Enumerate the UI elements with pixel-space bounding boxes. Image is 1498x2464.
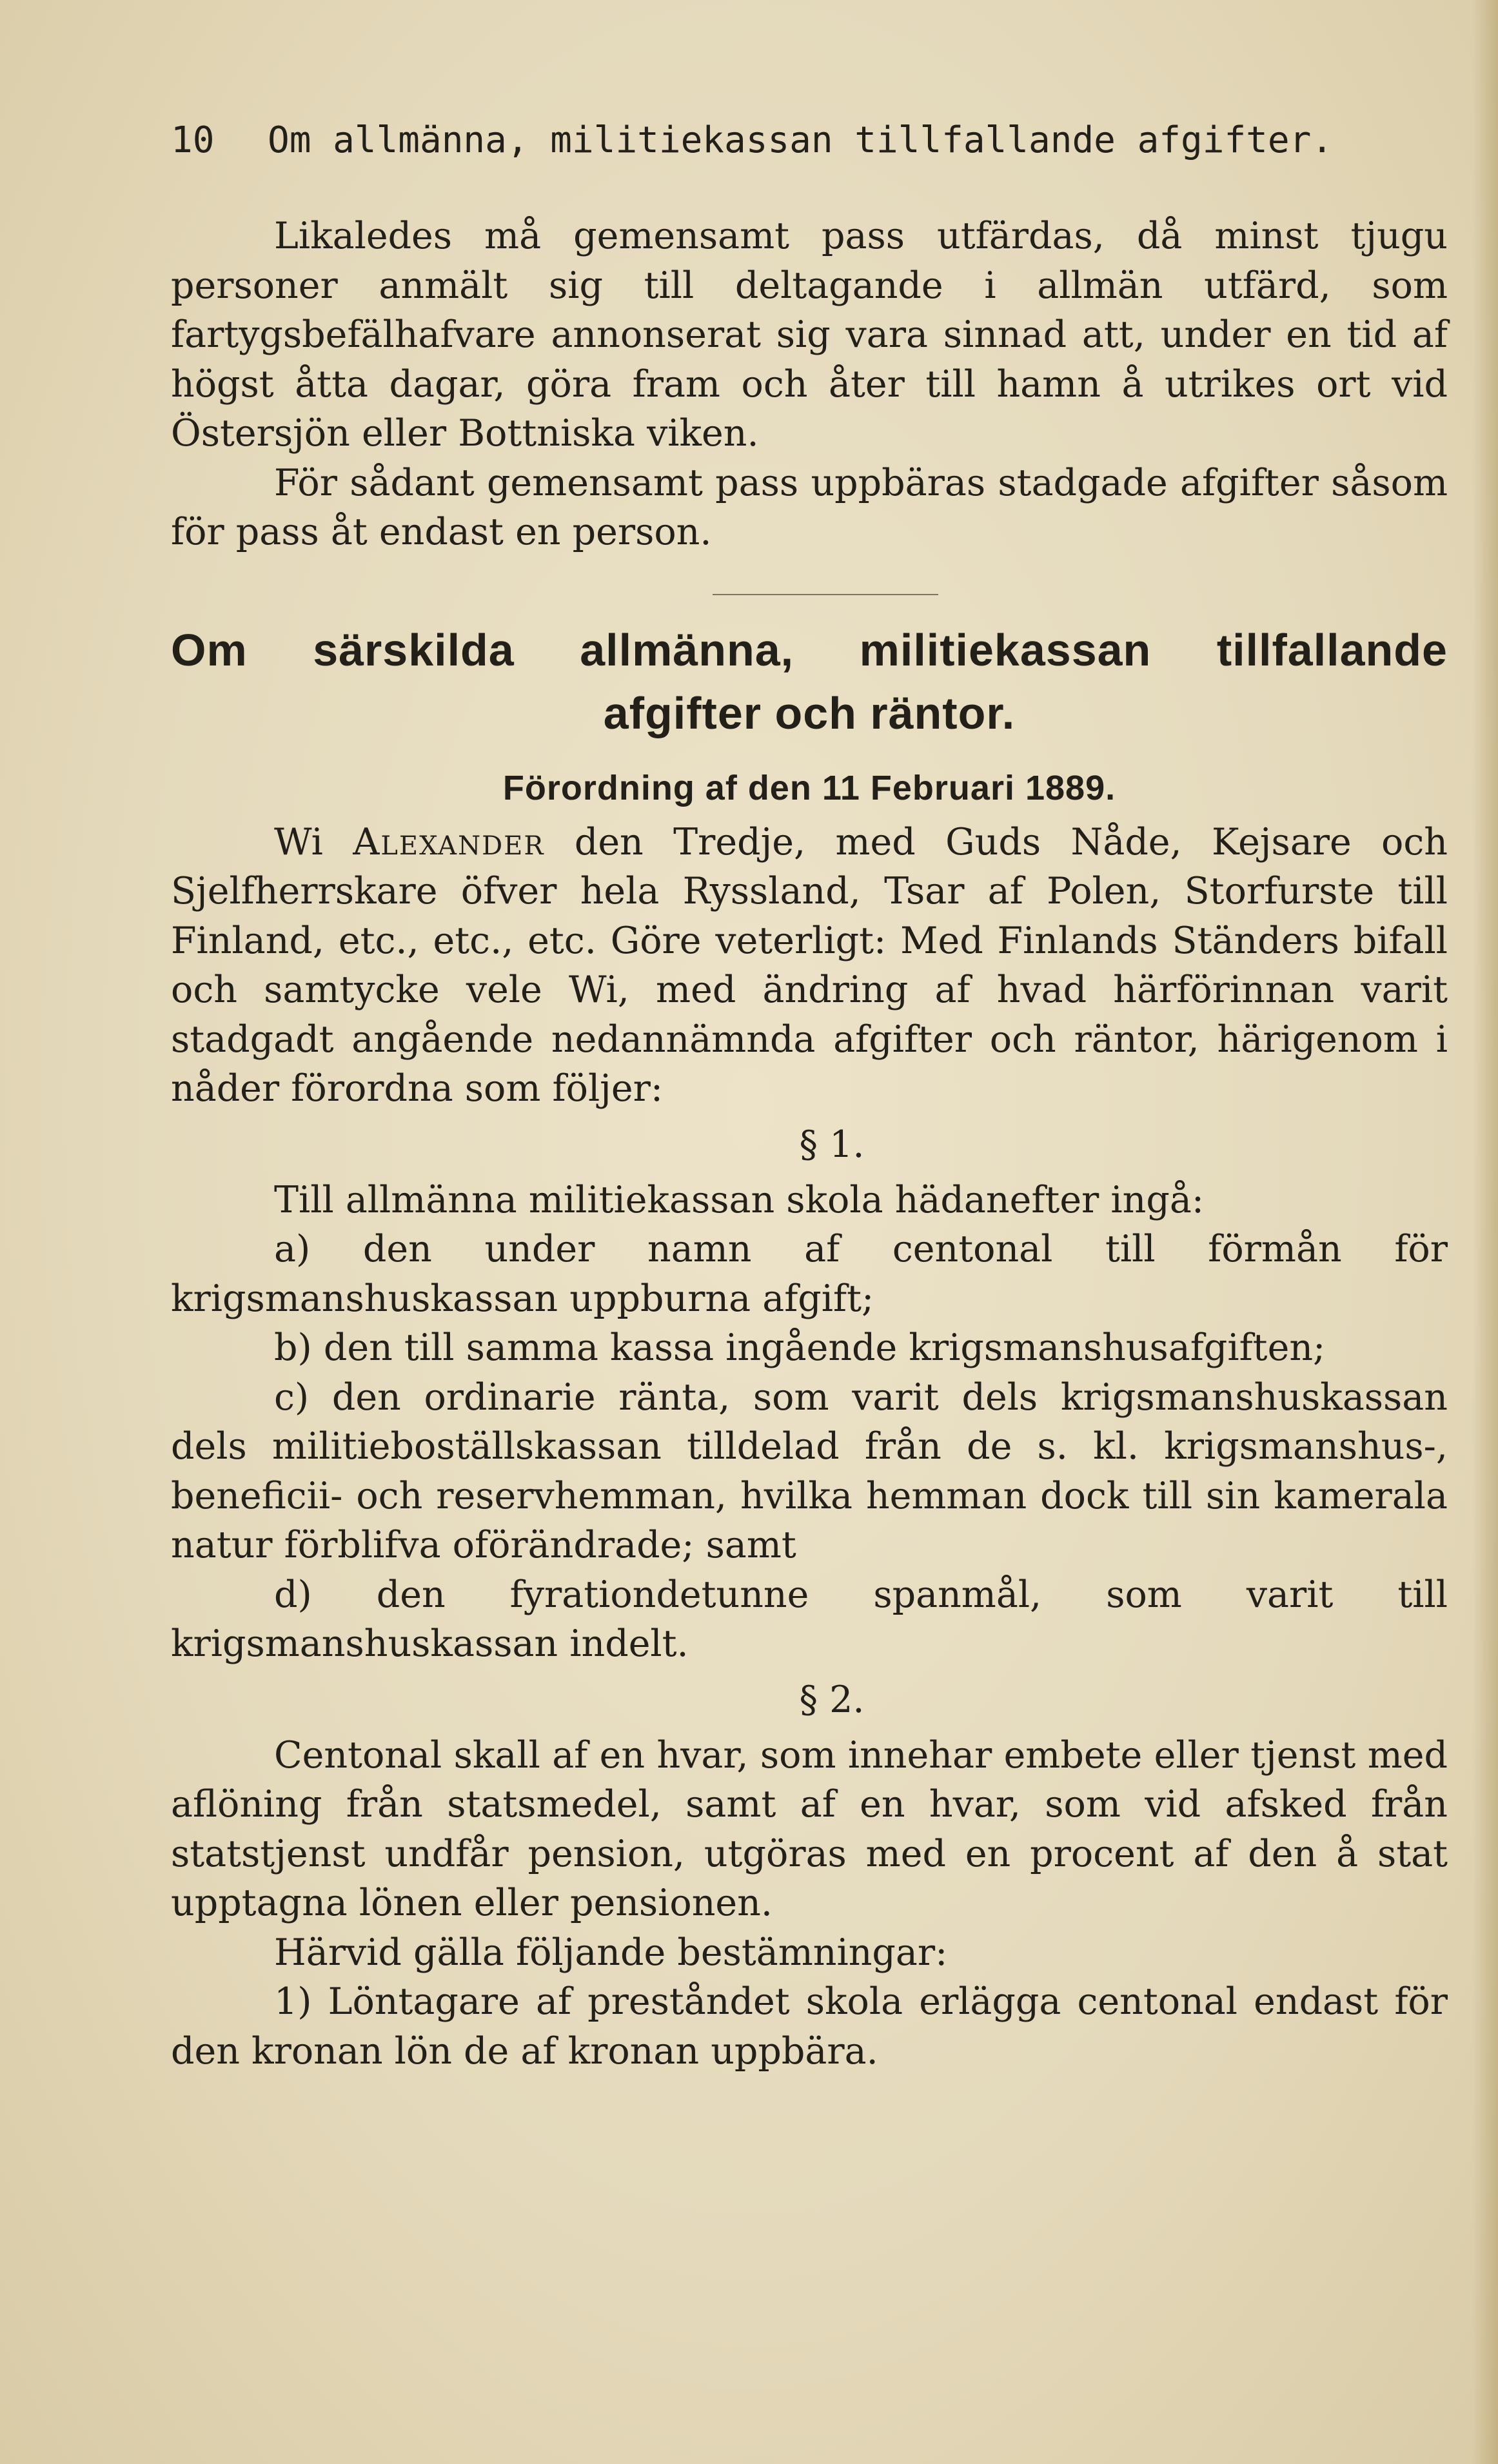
page-edge-shadow <box>1472 0 1498 2464</box>
preamble-text: den Tredje, med Guds Nåde, Kejsare och Sjelfherrskare öfver hela Ryssland, Tsar af Polen, Storfurste till Finland, etc., etc., etc. Göre veterligt: Med Finlands Ständers bifall och samtycke vele Wi, med ändring af hvad härförinnan varit stadgadt angående nedannämnda afgifter och räntor, härigenom i nåder förordna som följer: <box>171 820 1448 1110</box>
running-head <box>171 110 1448 172</box>
preamble-sovereign-name: Alexander <box>353 820 545 863</box>
running-title: Om allmänna, militiekassan tillfallande afgifter. <box>268 119 1334 161</box>
section-2-mark: § 2. <box>799 1678 865 1721</box>
preamble-wi: Wi <box>274 820 323 863</box>
section-1-mark: § 1. <box>799 1123 865 1166</box>
section-heading-line-1: Om särskilda allmänna, militiekassan tillfallande <box>171 624 1448 675</box>
text-block <box>171 110 1448 2076</box>
preamble-paragraph <box>171 818 1448 1114</box>
section-divider <box>713 594 938 595</box>
section-1-item-d: d) den fyrationdetunne spanmål, som varit till krigsmanshuskassan indelt. <box>171 1573 1448 1665</box>
section-1-intro: Till allmänna militiekassan skola hädanefter ingå: <box>274 1178 1205 1221</box>
section-2-item-1: 1) Löntagare af preståndet skola erlägga centonal endast för den kronan lön de af kronan uppbära. <box>171 1980 1448 2073</box>
page-number: 10 <box>171 119 215 161</box>
section-1-item-c: c) den ordinarie ränta, som varit dels krigsmanshuskassan dels militieboställskassan tilldelad från de s. kl. krigsmanshus-, beneficii- och reservhemman, hvilka hemman dock till sin kamerala natur förblifva oförändrade; samt <box>171 1375 1448 1566</box>
section-2-paragraph-2: Härvid gälla följande bestämningar: <box>274 1931 948 1974</box>
section-heading-line-2: afgifter och räntor. <box>603 687 1016 738</box>
intro-paragraph-1: Likaledes må gemensamt pass utfärdas, då minst tjugu personer anmält sig till deltagande i allmän utfärd, som fartygsbefälhafvare annonserat sig vara sinnad att, under en tid af högst åtta dagar, göra fram och åter till hamn å utrikes ort vid Östersjön eller Bottniska viken. <box>171 215 1448 455</box>
section-1-item-b: b) den till samma kassa ingående krigsmanshusafgiften; <box>274 1326 1326 1369</box>
section-2-paragraph-1: Centonal skall af en hvar, som innehar embete eller tjenst med aflöning från statsmedel, samt af en hvar, som vid afsked från statstjenst undfår pension, utgöras med en procent af den å stat upptagna lönen eller pensionen. <box>171 1733 1448 1924</box>
intro-paragraph-2: För sådant gemensamt pass uppbäras stadgade afgifter såsom för pass åt endast en person. <box>171 461 1448 553</box>
decree-title: Förordning af den 11 Februari 1889. <box>502 768 1116 807</box>
section-1-item-a: a) den under namn af centonal till förmån för krigsmanshuskassan uppburna afgift; <box>171 1228 1448 1320</box>
